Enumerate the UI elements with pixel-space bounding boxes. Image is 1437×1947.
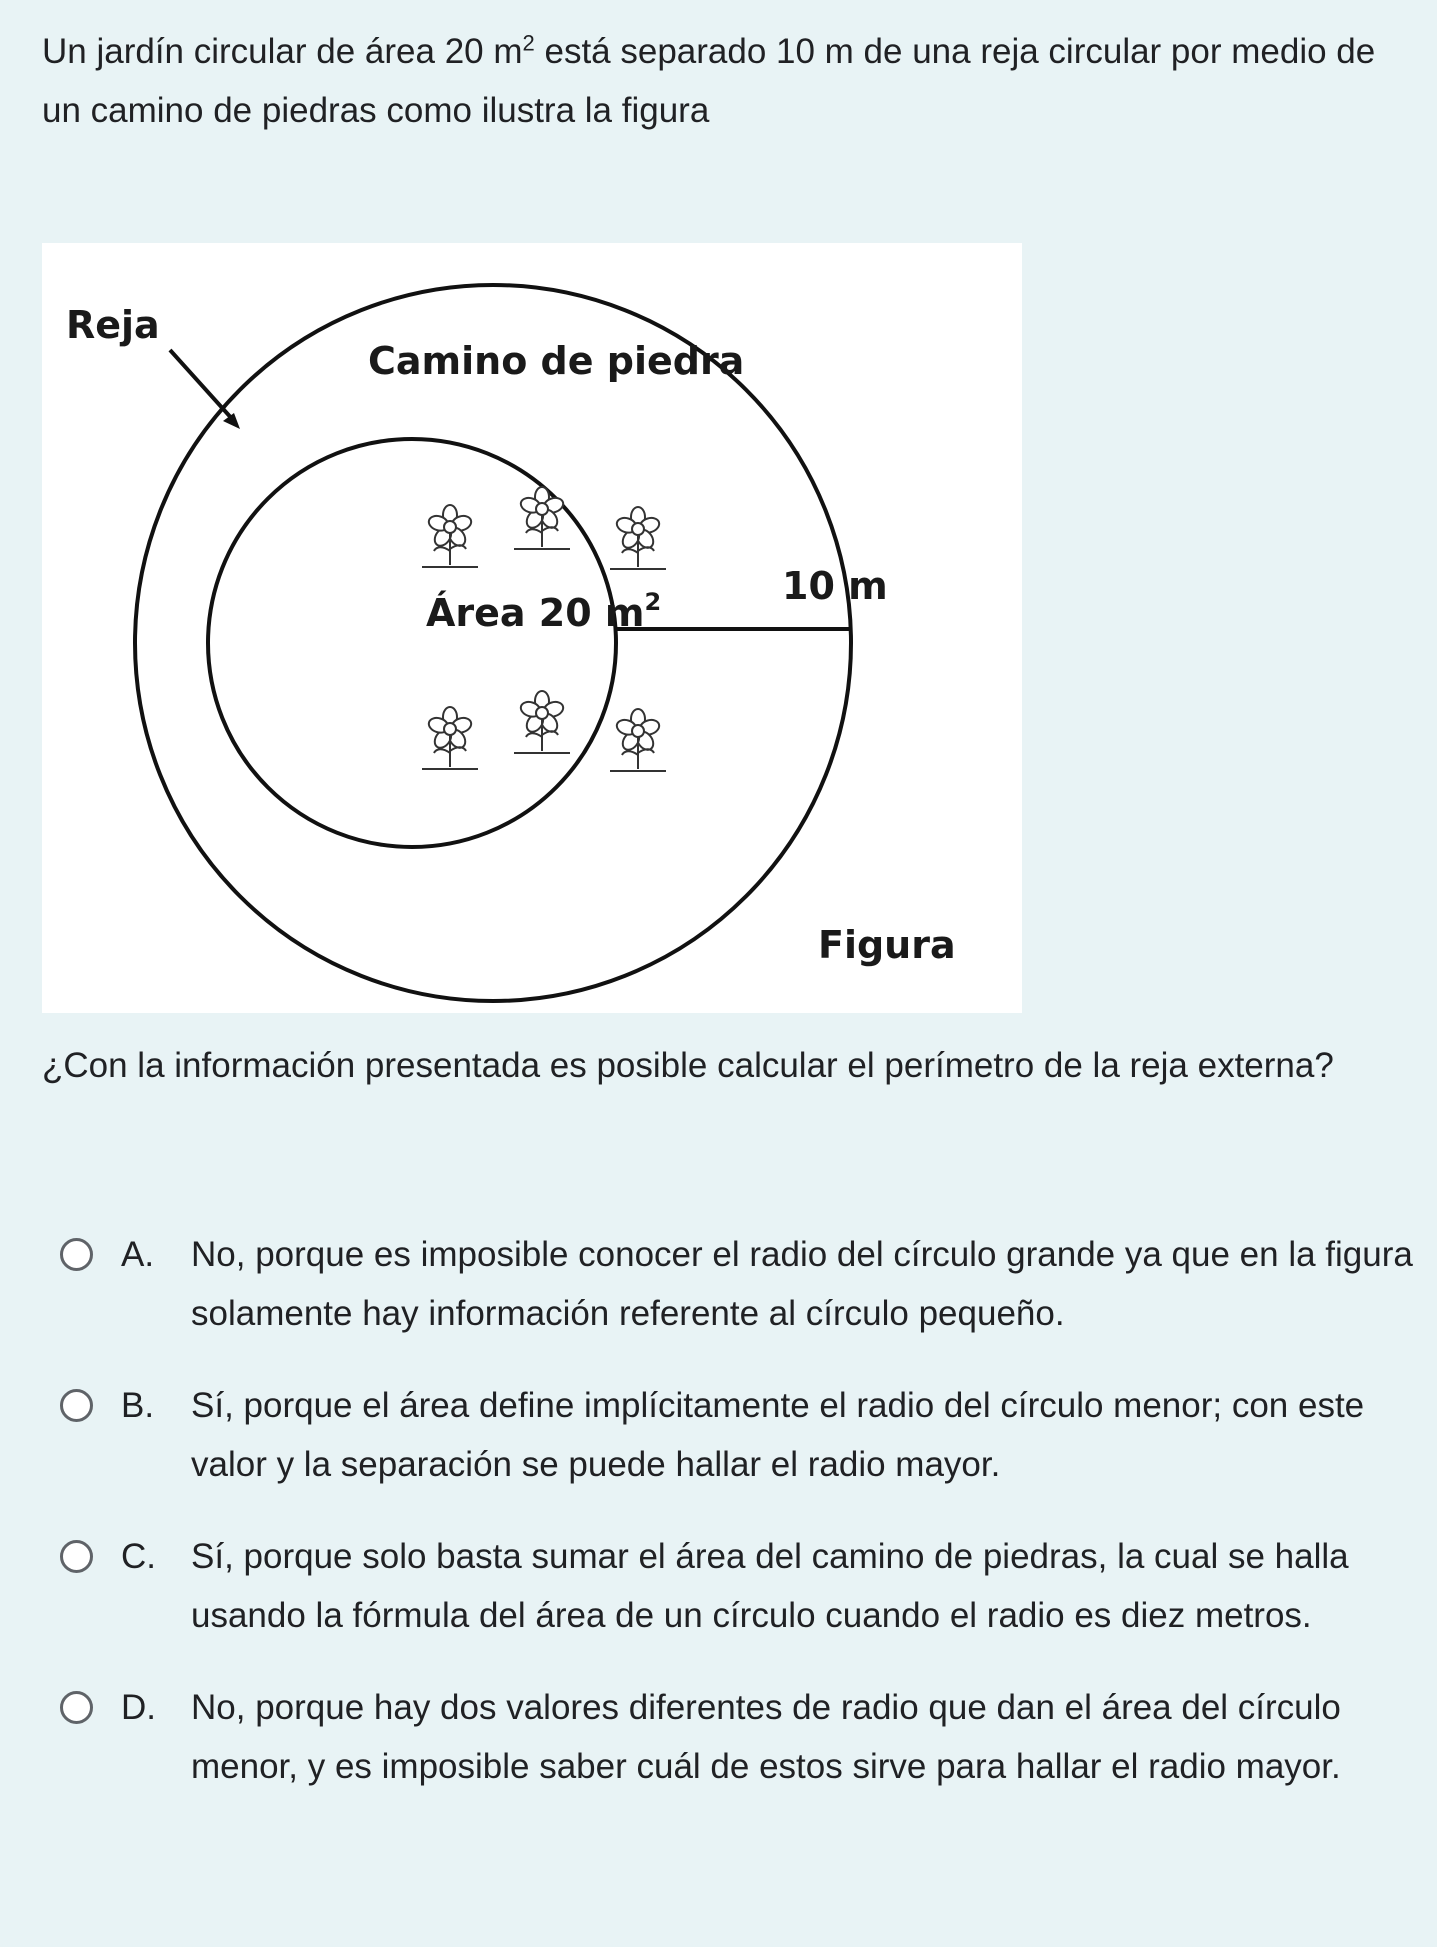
option-c-text: Sí, porque solo basta sumar el área del camino de piedras, la cual se halla usando la fórmula del área de un círculo cuando el radio es diez metros. bbox=[191, 1537, 1349, 1635]
option-d-text: No, porque hay dos valores diferentes de radio que dan el área del círculo menor, y es imposible saber cuál de estos sirve para hallar el radio mayor. bbox=[191, 1688, 1341, 1786]
reja-arrow bbox=[170, 350, 234, 421]
radio-d-icon[interactable] bbox=[60, 1691, 93, 1724]
area-label-sup: 2 bbox=[644, 588, 662, 616]
reja-arrow-head bbox=[223, 413, 240, 429]
flower-icon bbox=[514, 487, 570, 549]
intro-text bbox=[42, 22, 1422, 140]
garden-figure bbox=[42, 243, 1022, 1013]
radio-b-icon[interactable] bbox=[60, 1389, 93, 1422]
option-a-text: No, porque es imposible conocer el radio del círculo grande ya que en la figura solamente hay información referente al círculo pequeño. bbox=[191, 1235, 1413, 1333]
answer-options bbox=[60, 1225, 1430, 1796]
option-c-letter: C. bbox=[121, 1537, 156, 1576]
flower-icon bbox=[422, 505, 478, 567]
option-d[interactable] bbox=[60, 1678, 1430, 1796]
flower-icon bbox=[610, 709, 666, 771]
fence-outer-circle bbox=[135, 285, 851, 1001]
figura-label: Figura bbox=[818, 923, 956, 967]
intro-text-after: está separado 10 m de una reja circular por medio de un camino de piedras como ilustra la figura bbox=[42, 32, 1376, 130]
flower-icon bbox=[422, 707, 478, 769]
camino-label: Camino de piedra bbox=[368, 339, 745, 383]
option-c[interactable] bbox=[60, 1527, 1430, 1645]
intro-superscript: 2 bbox=[522, 30, 535, 56]
radio-a-icon[interactable] bbox=[60, 1238, 93, 1271]
option-a[interactable] bbox=[60, 1225, 1430, 1343]
question-text: ¿Con la información presentada es posible calcular el perímetro de la reja externa? bbox=[42, 1046, 1334, 1085]
garden-diagram bbox=[42, 243, 1022, 1013]
area-label bbox=[426, 588, 661, 635]
area-label-text: Área 20 m bbox=[426, 591, 645, 635]
intro-text-before: Un jardín circular de área 20 m bbox=[42, 32, 523, 71]
option-b-text: Sí, porque el área define implícitamente el radio del círculo menor; con este valor y la separación se puede hallar el radio mayor. bbox=[191, 1386, 1365, 1484]
option-b-letter: B. bbox=[121, 1386, 155, 1425]
distance-label: 10 m bbox=[782, 564, 888, 608]
radio-c-icon[interactable] bbox=[60, 1540, 93, 1573]
flower-icon bbox=[610, 507, 666, 569]
option-a-letter: A. bbox=[121, 1235, 155, 1274]
reja-label: Reja bbox=[66, 303, 160, 347]
option-d-letter: D. bbox=[121, 1688, 156, 1727]
option-b[interactable] bbox=[60, 1376, 1430, 1494]
flower-icon bbox=[514, 691, 570, 753]
